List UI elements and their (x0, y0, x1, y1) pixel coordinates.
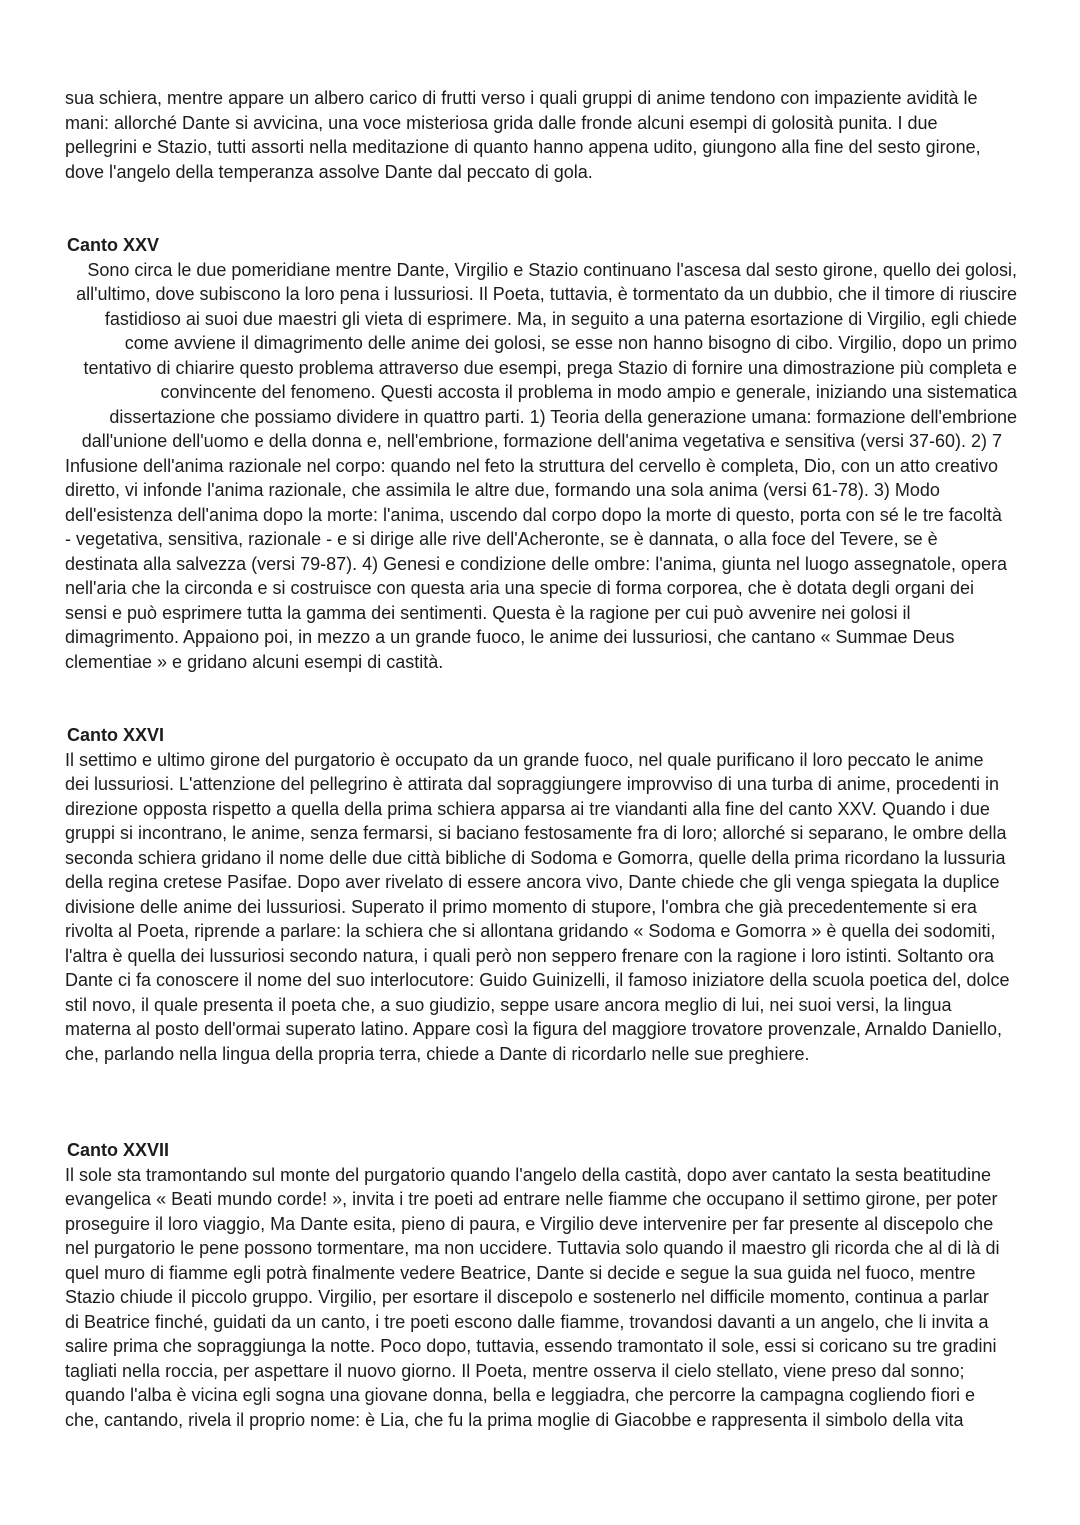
canto-xxvi-heading: Canto XXVI (67, 725, 165, 745)
text-line: diretto, vi infonde l'anima razionale, che assimila le altre due, formando una sola anima (versi 61-78). 3) Modo (65, 480, 940, 500)
text-line: mani: allorché Dante si avvicina, una voce misteriosa grida dalle fronde alcuni esempi di golosità punita. I due (65, 112, 938, 133)
intro-paragraph (65, 86, 1017, 184)
text-line: pellegrini e Stazio, tutti assorti nella meditazione di quanto hanno appena udito, giungono alla fine del sesto girone, (65, 137, 981, 157)
text-line: che, parlando nella lingua della propria terra, chiede a Dante di ricordarlo nelle sue preghiere. (65, 1043, 810, 1064)
text-line: Il settimo e ultimo girone del purgatorio è occupato da un grande fuoco, nel quale purificano il loro peccato le anime (65, 749, 984, 770)
text-line: all'ultimo, dove subiscono la loro pena i lussuriosi. Il Poeta, tuttavia, è tormentato da un dubbio, che il timore di riuscire (76, 284, 1017, 304)
text-line: l'altra è quella dei lussuriosi secondo natura, i quali però non seppero frenare con la ragione i loro istinti. Soltanto ora (65, 945, 994, 966)
text-line: materna al posto dell'ormai superato latino. Appare così la figura del maggiore trovatore provenzale, Arnaldo Daniello, (65, 1019, 1002, 1039)
text-line: tagliati nella roccia, per aspettare il nuovo giorno. Il Poeta, mentre osserva il cielo stellato, viene preso dal sonno; (65, 1360, 965, 1381)
text-line: Il sole sta tramontando sul monte del purgatorio quando l'angelo della castità, dopo aver cantato la sesta beatitudine (65, 1164, 992, 1185)
canto-xxvii-heading: Canto XXVII (67, 1140, 170, 1160)
text-line: Stazio chiude il piccolo gruppo. Virgilio, per esortare il discepolo e sostenerlo nel difficile momento, continua a parlar (65, 1287, 989, 1307)
text-line: convincente del fenomeno. Questi accosta il problema in modo ampio e generale, iniziando una sistematica (160, 382, 1017, 402)
text-line: dall'unione dell'uomo e della donna e, nell'embrione, formazione dell'anima vegetativa e sensitiva (versi 37-60). 2) 7 (81, 431, 1002, 451)
text-line: Infusione dell'anima razionale nel corpo: quando nel feto la struttura del cervello è completa, Dio, con un atto creativo (65, 455, 998, 476)
text-line: direzione opposta rispetto a quella della prima schiera apparsa ai tre viandanti alla fine del canto XXV. Quando i due (65, 798, 990, 819)
text-line: nel purgatorio le pene possono tormentare, ma non uccidere. Tuttavia solo quando il maestro gli ricorda che al di là di (65, 1238, 1000, 1258)
text-line: fastidioso ai suoi due maestri gli vieta di esprimere. Ma, in seguito a una paterna esortazione di Virgilio, egli chiede (104, 308, 1017, 329)
text-line: proseguire il loro viaggio, Ma Dante esita, pieno di paura, e Virgilio deve intervenire per far presente al discepolo che (65, 1213, 994, 1234)
text-line: quando l'alba è vicina egli sogna una giovane donna, bella e leggiadra, che percorre la campagna cogliendo fiori e (65, 1385, 976, 1405)
text-line: dissertazione che possiamo dividere in quattro parti. 1) Teoria della generazione umana: formazione dell'embrione (109, 406, 1017, 427)
canto-xxv-section (65, 233, 1017, 674)
text-line: gruppi si incontrano, le anime, senza fermarsi, si baciano festosamente fra di loro; allorché si separano, le ombre della (65, 823, 1007, 843)
text-line: di Beatrice finché, guidati da un canto, i tre poeti escono dalle fiamme, trovandosi davanti a un angelo, che li invita a (65, 1311, 989, 1332)
text-line: dell'esistenza dell'anima dopo la morte: l'anima, uscendo dal corpo dopo la morte di questo, porta con sé le tre facoltà (65, 504, 1002, 525)
text-line: dei lussuriosi. L'attenzione del pellegrino è attirata dal sopraggiungere improvviso di una turba di anime, procedenti in (65, 774, 999, 794)
text-line: sensi e può esprimere tutta la gamma dei sentimenti. Questa è la ragione per cui può avvenire nei golosi il (65, 602, 911, 623)
text-line: quel muro di fiamme egli potrà finalmente vedere Beatrice, Dante si decide e segue la sua guida nel fuoco, mentre (65, 1262, 976, 1283)
text-line: nell'aria che la circonda e si costruisce con questa aria una specie di forma corporea, che è dotata degli organi dei (65, 578, 974, 598)
text-line: della regina cretese Pasifae. Dopo aver rivelato di essere ancora vivo, Dante chiede che gli venga spiegata la duplice (65, 872, 1000, 892)
text-line: clementiae » e gridano alcuni esempi di castità. (65, 651, 444, 672)
text-line: sua schiera, mentre appare un albero carico di frutti verso i quali gruppi di anime tendono con impaziente avidità le (65, 88, 978, 108)
canto-xxv-paragraph (65, 258, 1017, 675)
text-line: seconda schiera gridano il nome delle due città bibliche di Sodoma e Gomorra, quelle della prima ricordano la lussuria (65, 847, 1006, 868)
text-line: evangelica « Beati mundo corde! », invita i tre poeti ad entrare nelle fiamme che occupano il settimo girone, per poter (65, 1189, 998, 1209)
text-line: dove l'angelo della temperanza assolve Dante dal peccato di gola. (65, 161, 593, 182)
canto-xxvi-section (65, 723, 1017, 1066)
text-line: dimagrimento. Appaiono poi, in mezzo a un grande fuoco, le anime dei lussuriosi, che cantano « Summae Deus (65, 627, 955, 647)
text-line: che, cantando, rivela il proprio nome: è Lia, che fu la prima moglie di Giacobbe e rappresenta il simbolo della vita (65, 1409, 964, 1430)
text-line: Dante ci fa conoscere il nome del suo interlocutore: Guido Guinizelli, il famoso iniziatore della scuola poetica del, dolce (65, 970, 1010, 990)
canto-xxvii-paragraph (65, 1163, 1017, 1433)
canto-xxvii-section (65, 1138, 1017, 1432)
text-line: destinata alla salvezza (versi 79-87). 4) Genesi e condizione delle ombre: l'anima, giunta nel luogo assegnatole, opera (65, 553, 1007, 574)
text-line: divisione delle anime dei lussuriosi. Superato il primo momento di stupore, l'ombra che già precedentemente si era (65, 896, 977, 917)
text-line: stil novo, il quale presenta il poeta che, a suo giudizio, seppe usare ancora meglio di lui, nei suoi versi, la lingua (65, 994, 952, 1015)
text-line: come avviene il dimagrimento delle anime dei golosi, se esse non hanno bisogno di cibo. Virgilio, dopo un primo (124, 333, 1017, 353)
text-line: rivolta al Poeta, riprende a parlare: la schiera che si allontana gridando « Sodoma e Gomorra » è quella dei sodomiti, (65, 921, 996, 941)
text-line: tentativo di chiarire questo problema attraverso due esempi, prega Stazio di fornire una dimostrazione più completa e (83, 357, 1017, 378)
canto-xxv-heading: Canto XXV (67, 235, 160, 255)
text-line: - vegetativa, sensitiva, razionale - e si dirige alle rive dell'Acheronte, se è dannata, o alla foce del Tevere, se è (65, 529, 938, 549)
text-line: salire prima che sopraggiunga la notte. Poco dopo, tuttavia, essendo tramontato il sole, essi si coricano su tre gradini (65, 1336, 997, 1356)
canto-xxvi-paragraph (65, 748, 1017, 1067)
text-line: Sono circa le due pomeridiane mentre Dante, Virgilio e Stazio continuano l'ascesa dal sesto girone, quello dei golosi, (87, 259, 1017, 280)
